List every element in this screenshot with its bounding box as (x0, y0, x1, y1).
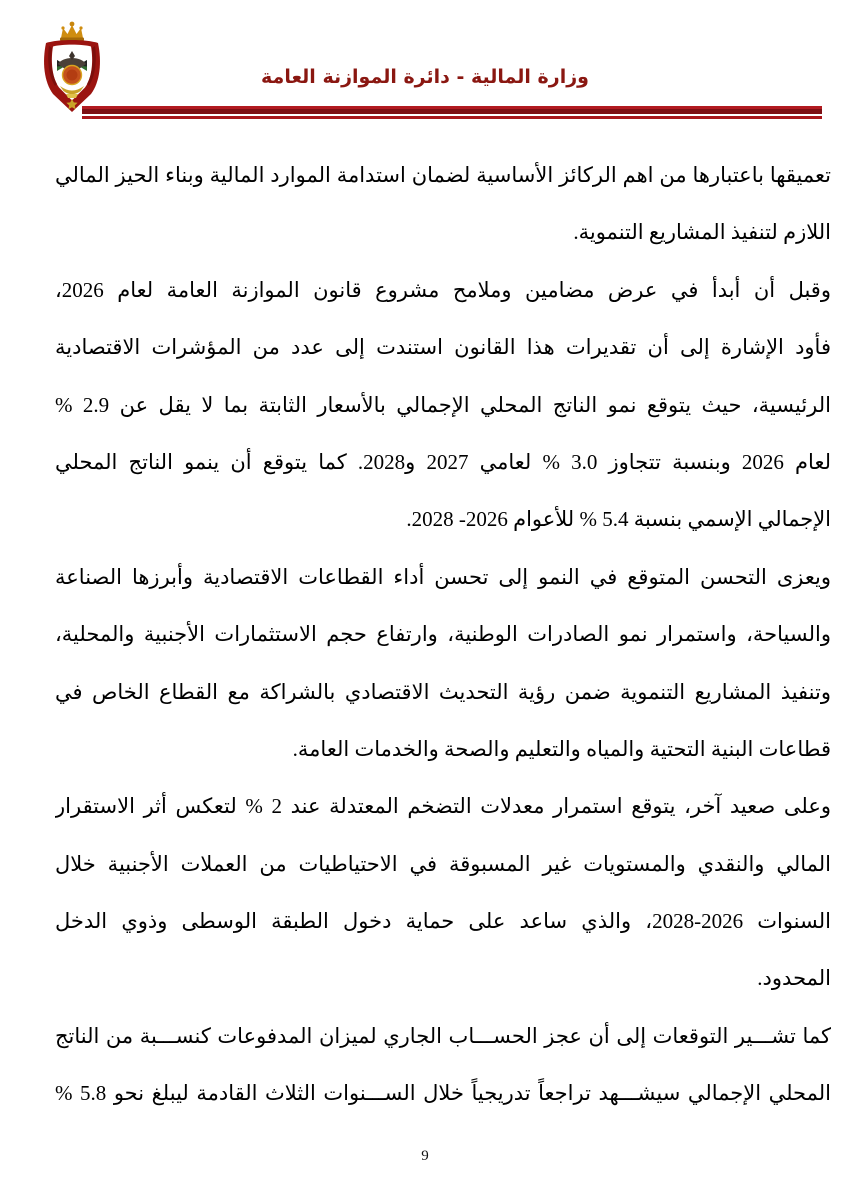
page-number: 9 (421, 1148, 429, 1164)
header-rule (82, 106, 822, 119)
text-line: اللازم لتنفيذ المشاريع التنموية. (573, 220, 831, 245)
text-line: السنوات 2026-2028، والذي ساعد على حماية دخول الطبقة الوسطى وذوي الدخل (55, 909, 831, 934)
text-line: لعام 2026 وبنسبة تتجاوز 3.0 % لعامي 2027 و2028. كما يتوقع أن ينمو الناتج المحلي (55, 449, 831, 474)
text-line: وتنفيذ المشاريع التنموية ضمن رؤية التحديث الاقتصادي بالشراكة مع القطاع الخاص في (55, 679, 831, 704)
text-line: وقبل أن أبدأ في عرض مضامين وملامح مشروع قانون الموازنة العامة لعام 2026، (55, 277, 831, 302)
body-text (55, 147, 831, 1123)
text-line: الرئيسية، حيث يتوقع نمو الناتج المحلي الإجمالي بالأسعار الثابتة بما لا يقل عن 2.9 % (55, 392, 831, 417)
text-line: ويعزى التحسن المتوقع في النمو إلى تحسن أداء القطاعات الاقتصادية وأبرزها الصناعة (55, 564, 831, 589)
text-line: قطاعات البنية التحتية والمياه والتعليم والصحة والخدمات العامة. (292, 736, 831, 761)
text-line: والسياحة، واستمرار نمو الصادرات الوطنية، وارتفاع حجم الاستثمارات الأجنبية والمحلية، (55, 622, 831, 647)
text-line: المحدود. (757, 966, 831, 991)
text-line: المحلي الإجمالي سيشـــهد تراجعاً تدريجياً خلال الســـنوات الثلاث القادمة ليبلغ نحو 5.8 % (55, 1081, 831, 1106)
text-line: فأود الإشارة إلى أن تقديرات هذا القانون استندت إلى عدد من المؤشرات الاقتصادية (55, 335, 831, 360)
text-line: تعميقها باعتبارها من اهم الركائز الأساسية لضمان استدامة الموارد المالية وبناء الحيز المالي (55, 163, 831, 187)
header-title: وزارة المالية - دائرة الموازنة العامة (261, 66, 589, 88)
text-line: كما تشـــير التوقعات إلى أن عجز الحســـاب الجاري لميزان المدفوعات كنســـبة من الناتج (55, 1023, 831, 1048)
text-line: المالي والنقدي والمستويات غير المسبوقة في الاحتياطيات من العملات الأجنبية خلال (55, 851, 831, 876)
text-line: الإجمالي الإسمي بنسبة 5.4 % للأعوام 2026- 2028. (406, 507, 831, 532)
text-line: وعلى صعيد آخر، يتوقع استمرار معدلات التضخم المعتدلة عند 2 % لتعكس أثر الاستقرار (55, 794, 831, 819)
